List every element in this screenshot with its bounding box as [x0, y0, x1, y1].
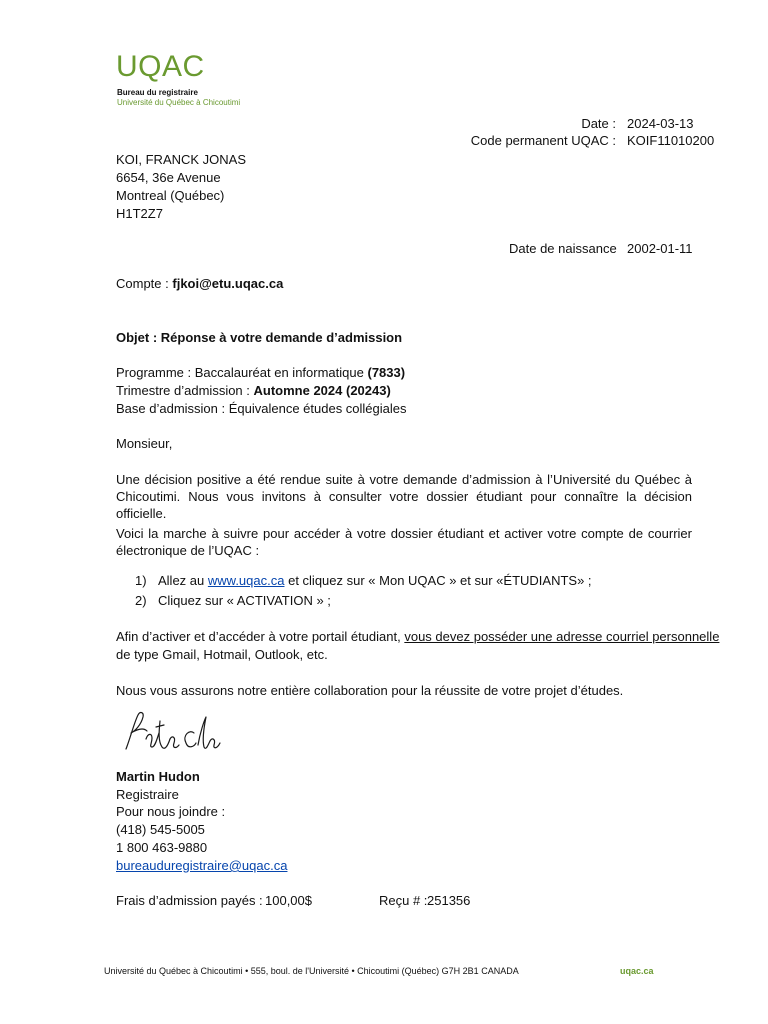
- code-label: Code permanent UQAC :: [470, 133, 616, 148]
- contact-label: Pour nous joindre :: [116, 804, 226, 819]
- date-value: 2024-03-13: [627, 116, 694, 131]
- portal-post: de type Gmail, Hotmail, Outlook, etc.: [116, 647, 328, 662]
- signatory-name: Martin Hudon: [116, 769, 200, 784]
- recipient-city: Montreal (Québec): [116, 188, 225, 203]
- program-label: Programme : Baccalauréat en informatique: [116, 365, 364, 380]
- subject-line: Objet : Réponse à votre demande d’admission: [116, 330, 403, 345]
- office-name: Bureau du registraire: [117, 88, 198, 97]
- program-code: (7833): [367, 365, 406, 380]
- recipient-postal: H1T2Z7: [116, 206, 163, 221]
- paragraph-instructions: Voici la marche à suivre pour accéder à votre dossier étudiant et activer votre compte de courrier électronique de l’UQAC :: [116, 526, 692, 558]
- step-1-number: 1): [135, 573, 147, 588]
- receipt-label: Reçu # :: [379, 893, 428, 908]
- phone-toll-free: 1 800 463-9880: [116, 840, 208, 855]
- step-2-number: 2): [135, 593, 147, 608]
- registrar-email-link[interactable]: bureauduregistraire@uqac.ca: [116, 858, 288, 873]
- admission-basis: Base d’admission : Équivalence études collégiales: [116, 401, 407, 416]
- account-label: Compte :: [116, 276, 169, 291]
- step-2-text: Cliquez sur « ACTIVATION » ;: [158, 593, 331, 608]
- uqac-logo: UQAC: [116, 50, 205, 83]
- step-1: [158, 573, 592, 588]
- recipient-street: 6654, 36e Avenue: [116, 170, 221, 185]
- paragraph-portal-line1: [116, 628, 719, 645]
- program-line: [116, 364, 405, 381]
- term-line: [116, 382, 391, 399]
- code-value: KOIF11010200: [627, 133, 715, 148]
- recipient-name: KOI, FRANCK JONAS: [116, 152, 247, 167]
- fees-amount: 100,00$: [265, 893, 312, 908]
- term-value: Automne 2024 (20243): [253, 383, 391, 398]
- footer-address: Université du Québec à Chicoutimi • 555, boul. de l'Université • Chicoutimi (Québec) G7H 2B1 CANADA: [104, 966, 519, 976]
- account-email: fjkoi@etu.uqac.ca: [172, 276, 284, 291]
- term-label: Trimestre d’admission :: [116, 383, 250, 398]
- portal-underlined: vous devez posséder une adresse courriel personnelle: [404, 629, 720, 644]
- step-1-pre: Allez au: [158, 573, 205, 588]
- account-line: [116, 276, 283, 291]
- fees-label: Frais d’admission payés :: [116, 893, 263, 908]
- birth-label: Date de naissance: [509, 241, 617, 256]
- salutation: Monsieur,: [116, 436, 173, 451]
- signatory-title: Registraire: [116, 787, 179, 802]
- portal-pre: Afin d’activer et d’accéder à votre portail étudiant,: [116, 629, 401, 644]
- date-label: Date :: [581, 116, 616, 131]
- university-name: Université du Québec à Chicoutimi: [117, 98, 241, 107]
- uqac-website-link[interactable]: www.uqac.ca: [207, 573, 285, 588]
- step-1-post: et cliquez sur « Mon UQAC » et sur «ÉTUDIANTS» ;: [288, 573, 592, 588]
- signature-image: [116, 703, 226, 765]
- phone-local: (418) 545-5005: [116, 822, 205, 837]
- footer-site-link[interactable]: uqac.ca: [620, 966, 654, 976]
- birth-value: 2002-01-11: [627, 241, 693, 256]
- receipt-number: 251356: [427, 893, 471, 908]
- paragraph-decision: Une décision positive a été rendue suite à votre demande d’admission à l’Université du Québec à Chicoutimi. Nous vous invitons à consulter votre dossier étudiant pour connaître la décision officielle.: [116, 472, 692, 521]
- paragraph-collaboration: Nous vous assurons notre entière collaboration pour la réussite de votre projet d’études.: [116, 683, 624, 698]
